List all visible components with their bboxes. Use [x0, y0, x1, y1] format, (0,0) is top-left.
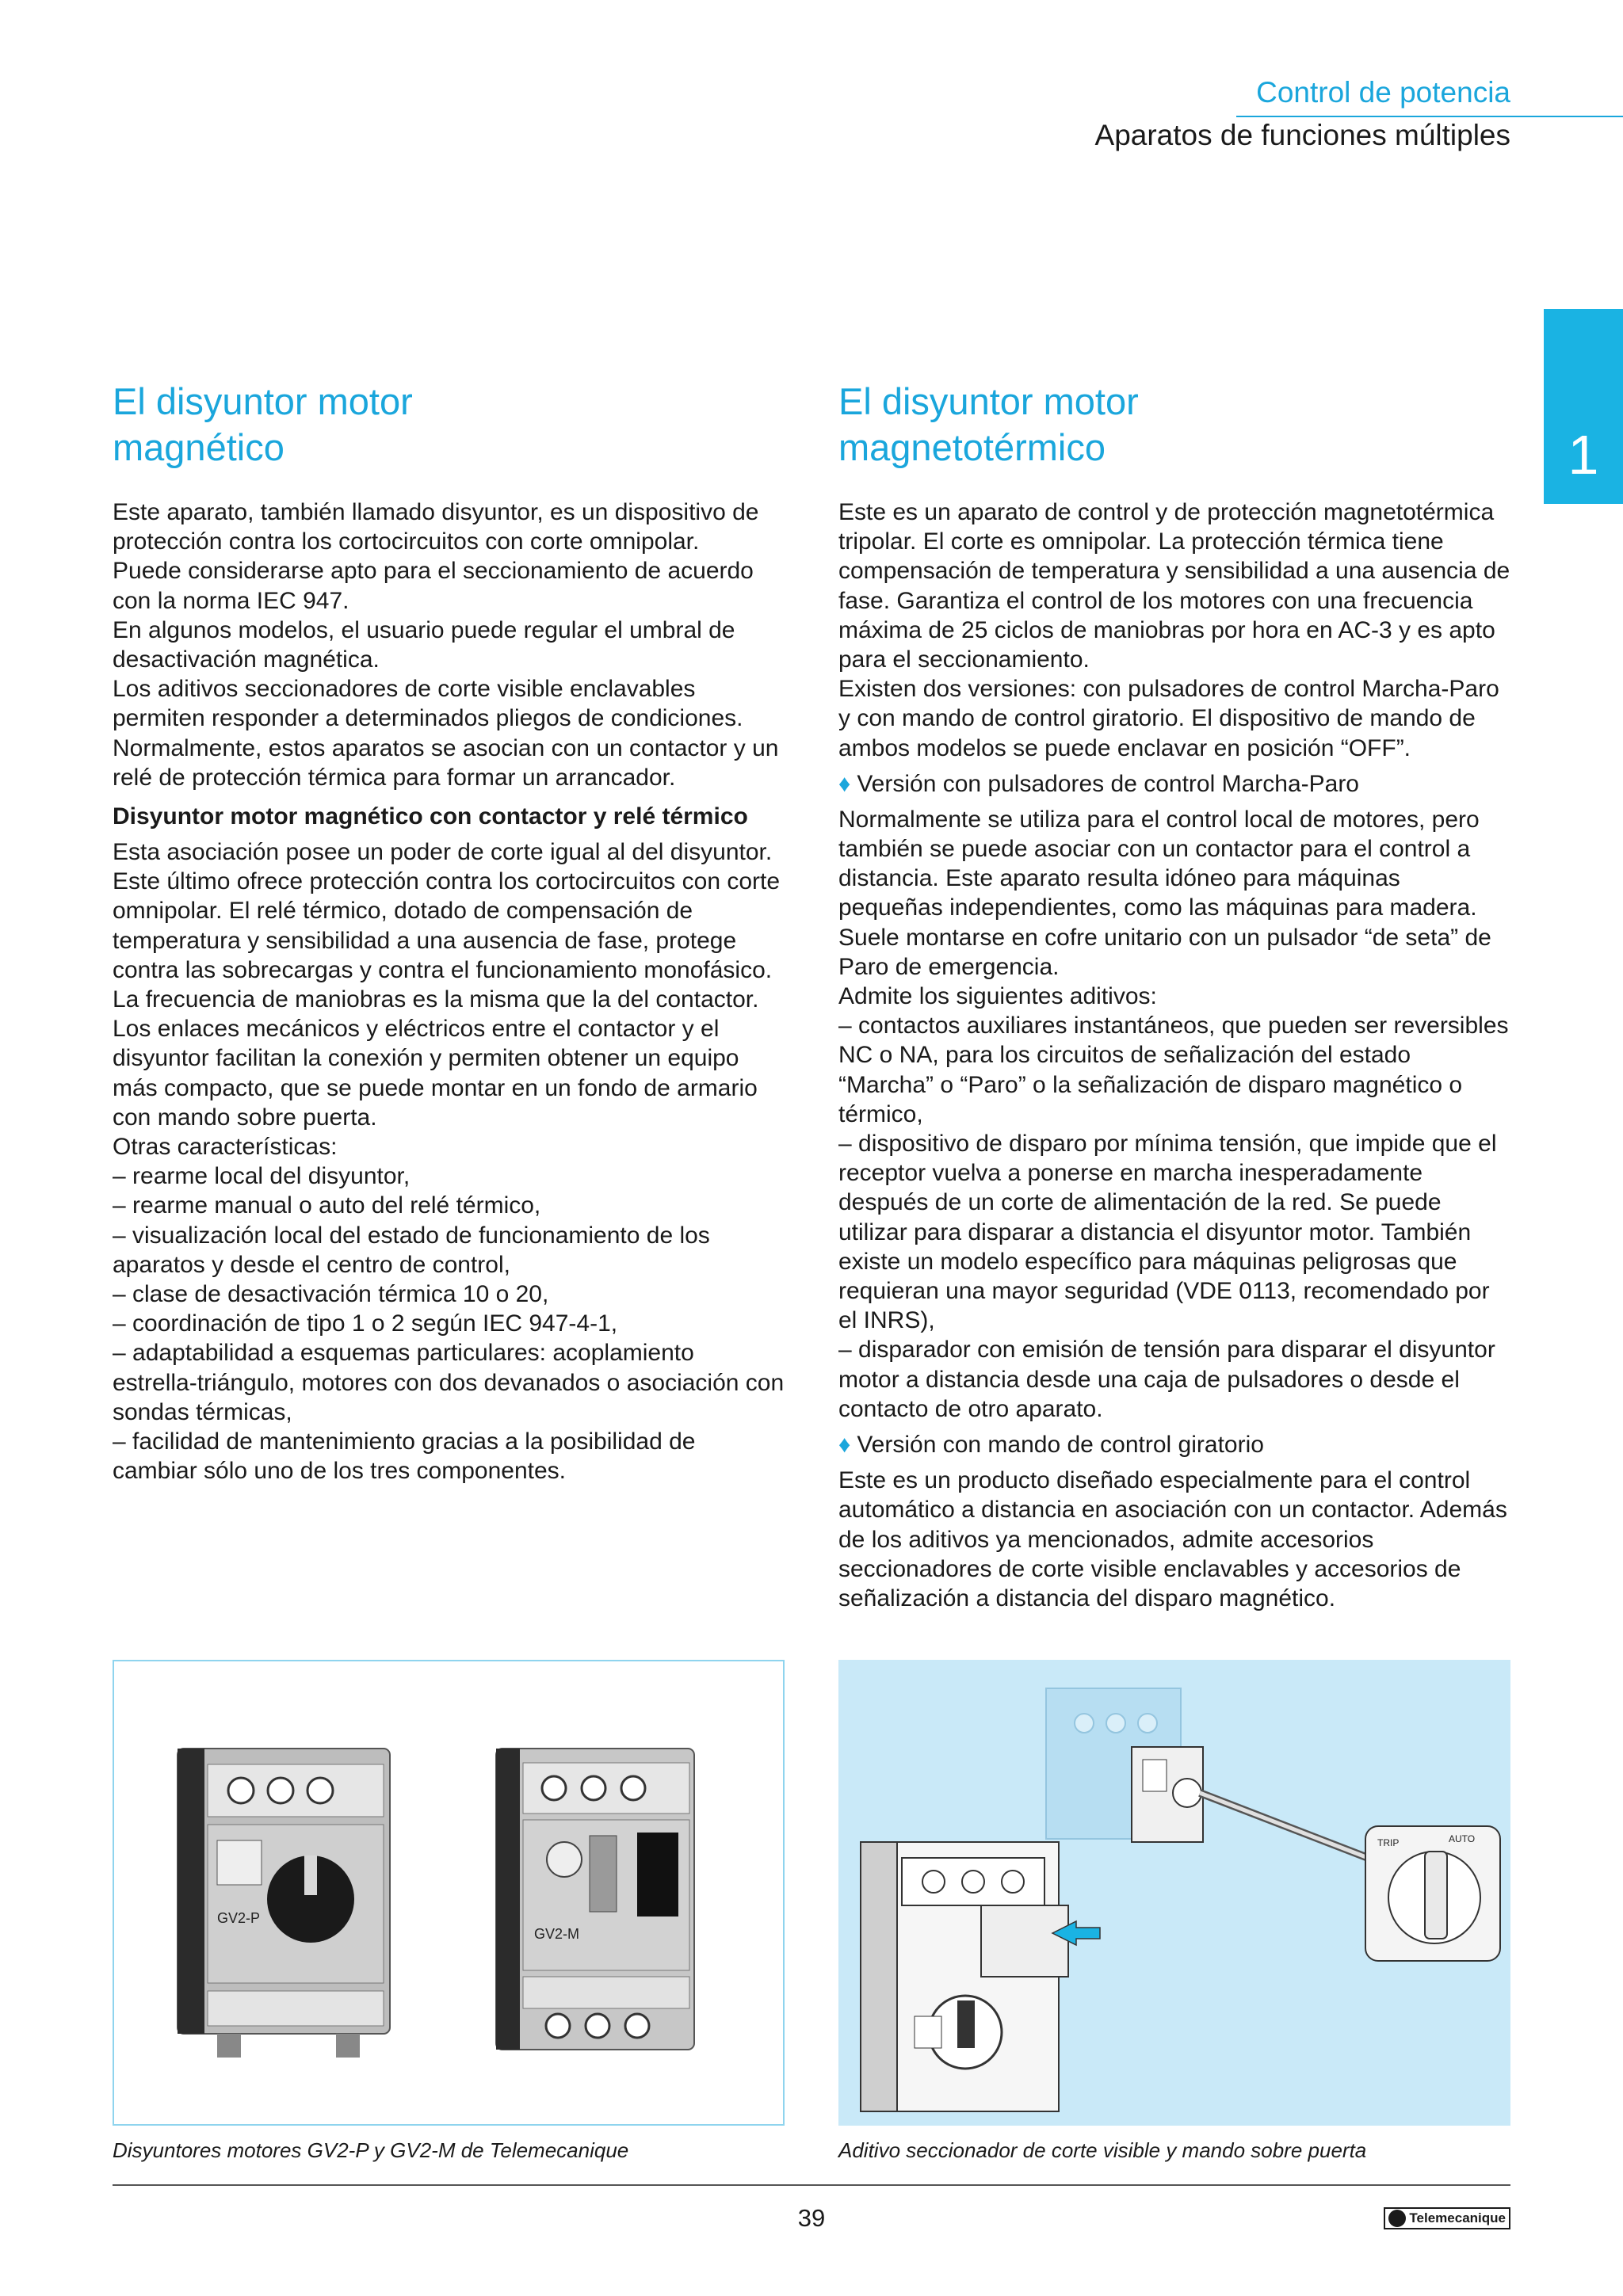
left-title-line1: El disyuntor motor: [113, 380, 413, 422]
right-intro-paragraph: Este es un aparato de control y de protección magnetotérmica tripolar. El corte es omnipolar. La protección térmica tiene compensación de temperatura y sensibilidad a una ausencia de fase. Garantiza el control de los motores con una frecuencia máxima de 25 ciclos de maniobras por hora en AC-3 y es apto para el seccionamiento. Existen dos versiones: con pulsadores de control Marcha-Paro y con mando de control giratorio. El dispositivo de mando de ambos modelos se puede enclavar en posición “OFF”.: [838, 499, 1510, 761]
section-title: Control de potencia: [1256, 76, 1510, 109]
right-column-title: [838, 379, 1510, 471]
figure-isolator-door-handle: [838, 1660, 1510, 2126]
figure-caption-right: Aditivo seccionador de corte visible y mando sobre puerta: [838, 2138, 1367, 2162]
bullet-rotary-version: [838, 1430, 1510, 1459]
breaker-gv2p: [178, 1749, 390, 2058]
page-number: 39: [797, 2204, 826, 2232]
bullet-pushbutton-version: [838, 769, 1510, 799]
chapter-number: 1: [1568, 424, 1599, 486]
left-column: [113, 379, 785, 1486]
left-title-line2: magnético: [113, 426, 285, 468]
figure-caption-left: Disyuntores motores GV2-P y GV2-M de Telemecanique: [113, 2138, 629, 2162]
handle-label-auto: AUTO: [1449, 1833, 1476, 1844]
door-handle: [1365, 1826, 1500, 1961]
diamond-bullet-icon: ♦: [838, 770, 851, 797]
handle-label-trip: TRIP: [1377, 1837, 1400, 1848]
telemecanique-logo-icon: [1388, 2210, 1406, 2227]
left-intro-paragraph: Este aparato, también llamado disyuntor, es un dispositivo de protección contra los cortocircuitos con corte omnipolar. Puede considerarse apto para el seccionamiento de acuerdo con la norma IEC 947. En algunos modelos, el usuario puede regular el umbral de desactivación magnética. Los aditivos seccionadores de corte visible enclavables permiten responder a determinados pliegos de condiciones. Normalmente, estos aparatos se asocian con un contactor y un relé de protección térmica para formar un arrancador.: [113, 499, 779, 791]
left-column-title: [113, 379, 785, 471]
bullet-label: Versión con pulsadores de control Marcha-Paro: [857, 770, 1359, 797]
device1-label: GV2-P: [217, 1910, 261, 1926]
left-subheading: Disyuntor motor magnético con contactor y relé térmico: [113, 803, 748, 830]
main-breaker: [861, 1842, 1068, 2111]
device2-label: GV2-M: [534, 1926, 580, 1942]
breaker-gv2m: [496, 1749, 694, 2050]
right-title-line2: magnetotérmico: [838, 426, 1106, 468]
left-body-paragraph: Esta asociación posee un poder de corte igual al del disyuntor. Este último ofrece protección contra los cortocircuitos con corte omnipolar. El relé térmico, dotado de compensación de temperatura y sensibilidad a una ausencia de fase, protege contra las sobrecargas y contra el funcionamiento monofásico. La frecuencia de maniobras es la misma que la del contactor. Los enlaces mecánicos y eléctricos entre el contactor y el disyuntor facilitan la conexión y permiten obtener un equipo más compacto, que se puede montar en un fondo de armario con mando sobre puerta. Otras características: – rearme local del disyuntor, – rearme manual o auto del relé térmico, – visualización local del estado de funcionamiento de los aparatos y desde el centro de control, – clase de desactivación térmica 10 o 20, – coordinación de tipo 1 o 2 según IEC 947-4-1, – adaptabilidad a esquemas particulares: acoplamiento estrella-triángulo, motores con dos devanados o asociación con sondas térmicas, – facilidad de mantenimiento gracias a la posibilidad de cambiar sólo uno de los tres componentes.: [113, 839, 785, 1485]
isolator-block: [1132, 1747, 1203, 1842]
footer-rule: [113, 2184, 1510, 2186]
diamond-bullet-icon: ♦: [838, 1432, 851, 1459]
section-subtitle: Aparatos de funciones múltiples: [1094, 119, 1510, 151]
motor-breakers-illustration: [114, 1661, 783, 2124]
right-body-paragraph-1: Normalmente se utiliza para el control local de motores, pero también se puede asociar con un contactor para el control a distancia. Este aparato resulta idóneo para máquinas pequeñas independientes, como las máquinas para madera. Suele montarse en cofre unitario con un pulsador “de seta” de Paro de emergencia. Admite los siguientes aditivos: – contactos auxiliares instantáneos, que pueden ser reversibles NC o NA, para los circuitos de señalización del estado “Marcha” o “Paro” o la señalización de disparo magnético o térmico, – dispositivo de disparo por mínima tensión, que impide que el receptor vuelva a ponerse en marcha inesperadamente después de un corte de alimentación de la red. Se puede utilizar para disparar a distancia el disyuntor motor. También existe un modelo específico para máquinas peligrosas que requieran una mayor seguridad (VDE 0113, recomendado por el INRS), – disparador con emisión de tensión para disparar el disyuntor motor a distancia desde una caja de pulsadores o desde el contacto de otro aparato.: [838, 806, 1509, 1422]
right-body-paragraph-2: Este es un producto diseñado especialmente para el control automático a distancia en asociación con un contactor. Además de los aditivos ya mencionados, admite accesorios seccionadores de corte visible enclavables y accesorios de señalización a distancia del disparo magnético.: [838, 1467, 1507, 1611]
header-rule: [1236, 116, 1623, 117]
bullet-label: Versión con mando de control giratorio: [857, 1432, 1264, 1459]
chapter-tab: [1544, 309, 1623, 504]
right-column: [838, 379, 1510, 1613]
isolator-illustration: [838, 1660, 1510, 2126]
figure-motor-breakers: [113, 1660, 785, 2126]
brand-name: Telemecanique: [1409, 2210, 1506, 2225]
right-title-line1: El disyuntor motor: [838, 380, 1139, 422]
brand-logo: [1384, 2207, 1510, 2229]
